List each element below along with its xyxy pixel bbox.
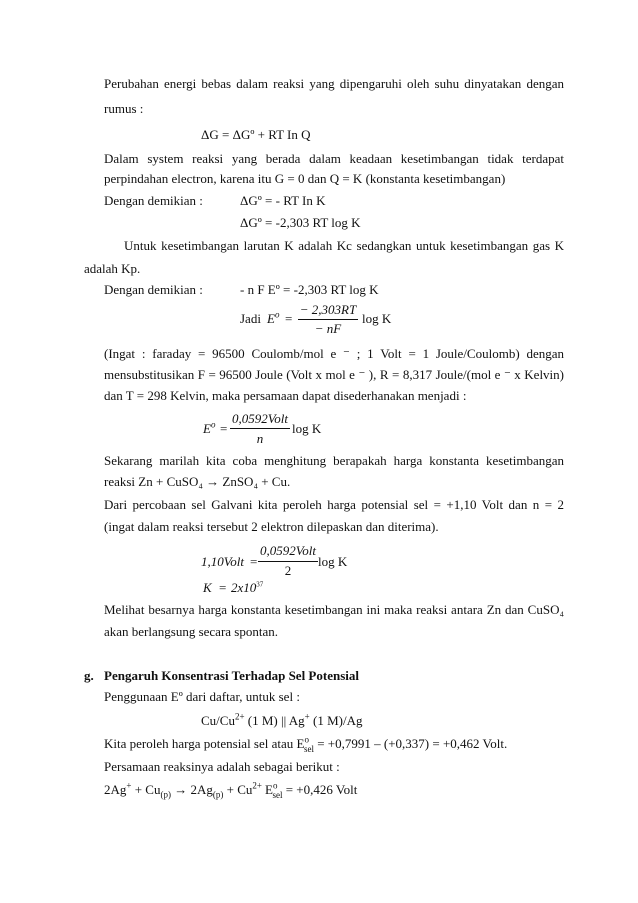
label-dengan-demikian: Dengan demikian : bbox=[104, 193, 203, 208]
paragraph-line: Penggunaan Eº dari daftar, untuk sel : bbox=[104, 689, 300, 704]
reaction-potential: $E^o_{sel} = +0,426$ Volt bbox=[265, 780, 358, 800]
fraction-denominator: n bbox=[256, 431, 264, 446]
fraction-numerator: 0,0592Volt bbox=[260, 543, 316, 558]
paragraph-line: Kita peroleh harga potensial sel atau $E^o_{sel} = +0,7991 - (+0,337) = +0,462$ Volt. bbox=[104, 734, 508, 754]
section-marker: g. bbox=[84, 668, 94, 683]
paragraph-line: perpindahan electron, karena itu G = 0 dan Q = K (konstanta kesetimbangan) bbox=[104, 171, 506, 186]
eq-k-lhs: K bbox=[203, 580, 212, 595]
eq-equals: = bbox=[285, 311, 293, 326]
paragraph-line: mensubstitusikan F = 96500 Joule (Volt x mol e ⁻ ), R = 8,317 Joule/(mol e ⁻ x Kelvin) bbox=[104, 367, 564, 382]
fraction-denominator: − nF bbox=[314, 321, 342, 336]
label-dengan-demikian: Dengan demikian : bbox=[104, 282, 203, 297]
equation-gibbs-logk: ΔGº = -2,303 RT log K bbox=[240, 215, 361, 230]
equation-nfe: - n F Eº = -2,303 RT log K bbox=[240, 282, 379, 297]
eq-k-value: $2x10^{37}$ bbox=[231, 580, 264, 595]
eq-equals: = bbox=[250, 554, 258, 569]
label-jadi: Jadi bbox=[240, 311, 261, 326]
section-heading: Pengaruh Konsentrasi Terhadap Sel Potensial bbox=[104, 668, 359, 683]
paragraph-line: (Ingat : faraday = 96500 Coulomb/mol e ⁻ ; 1 Volt = 1 Joule/Coulomb) dengan bbox=[104, 346, 564, 361]
eq-lhs: $E^o$ bbox=[267, 309, 280, 326]
equation-gibbs: ΔG = ΔGº + RT In Q bbox=[201, 127, 311, 142]
eq-lhs: $E^o$ bbox=[203, 419, 216, 436]
paragraph-line: rumus : bbox=[104, 101, 144, 116]
paragraph-line: reaksi Zn + CuSO₄ → ZnSO₄ + Cu. bbox=[104, 474, 291, 489]
fraction-bar bbox=[230, 428, 290, 429]
paragraph-line: Persamaan reaksinya adalah sebagai berikut : bbox=[104, 759, 340, 774]
paragraph-line: Dari percobaan sel Galvani kita peroleh harga potensial sel = +1,10 Volt dan n = 2 bbox=[104, 497, 564, 512]
paragraph-line: Melihat besarnya harga konstanta kesetimbangan ini maka reaksi antara Zn dan CuSO₄ bbox=[104, 602, 564, 617]
fraction-numerator: − 2,303RT bbox=[299, 302, 357, 317]
paragraph-line: Untuk kesetimbangan larutan K adalah Kc sedangkan untuk kesetimbangan gas K bbox=[124, 238, 564, 253]
eq-lhs: 1,10Volt bbox=[201, 554, 244, 569]
paragraph-line: Perubahan energi bebas dalam reaksi yang dipengaruhi oleh suhu dinyatakan dengan bbox=[104, 76, 564, 91]
eq-log-k: log K bbox=[318, 554, 348, 569]
paragraph-line: Dalam system reaksi yang berada dalam keadaan kesetimbangan tidak terdapat bbox=[104, 151, 564, 166]
paragraph-line: dan T = 298 Kelvin, maka persamaan dapat disederhanakan menjadi : bbox=[104, 388, 467, 403]
paragraph-line: adalah Kp. bbox=[84, 261, 141, 276]
paragraph-line: Sekarang marilah kita coba menghitung berapakah harga konstanta kesetimbangan bbox=[104, 453, 564, 468]
fraction-numerator: 0,0592Volt bbox=[232, 411, 288, 426]
cell-notation: $Cu/Cu^{2+}$ (1 M) || Ag+ (1 M)/Ag bbox=[201, 711, 363, 728]
equation-gibbs-lnk: ΔGº = - RT In K bbox=[240, 193, 326, 208]
paragraph-line: akan berlangsung secara spontan. bbox=[104, 624, 278, 639]
eq-equals: = bbox=[220, 421, 228, 436]
paragraph-line: (ingat dalam reaksi tersebut 2 elektron dilepaskan dan diterima). bbox=[104, 519, 439, 534]
eq-equals: = bbox=[219, 580, 227, 595]
eq-log-k: log K bbox=[362, 311, 392, 326]
fraction-bar bbox=[298, 319, 358, 320]
fraction-bar bbox=[258, 561, 318, 562]
reaction-equation: $2Ag^+ + Cu_{(p)} \to 2Ag_{(p)} + Cu^{2+}$ bbox=[104, 780, 262, 800]
eq-log-k: log K bbox=[292, 421, 322, 436]
fraction-denominator: 2 bbox=[284, 563, 292, 578]
